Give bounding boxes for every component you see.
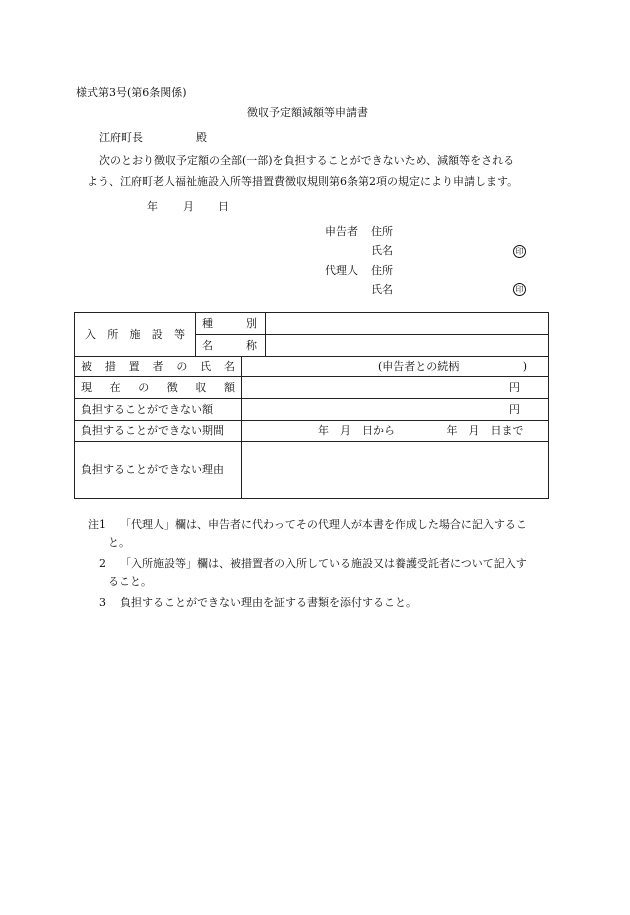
date-month: 月 bbox=[183, 200, 194, 213]
note-3-line-1: 負担することができない理由を証する書類を添付すること。 bbox=[120, 596, 417, 609]
note-2-line-1: 「入所施設等」欄は、被措置者の入所している施設又は養護受託者について記入す bbox=[120, 557, 527, 570]
agent-address-label: 住所 bbox=[371, 264, 393, 277]
facility-label-cell: 入 所 施 設 等 bbox=[75, 313, 196, 357]
cannot-pay-reason-label: 負担することができない理由 bbox=[75, 442, 242, 499]
current-amount-yen: 円 bbox=[509, 380, 520, 394]
agent-role: 代理人 bbox=[325, 264, 358, 277]
facility-type-label: 種 別 bbox=[196, 313, 266, 335]
note-3-number: 3 bbox=[99, 596, 106, 609]
application-table bbox=[74, 312, 549, 499]
addressee: 江府町長 bbox=[99, 131, 143, 144]
applicant-name-label: 氏名 bbox=[371, 244, 393, 257]
agent-seal: 印 bbox=[513, 283, 526, 296]
applicant-address-label: 住所 bbox=[371, 225, 393, 238]
date-year: 年 bbox=[147, 200, 158, 213]
body-line-1: 次のとおり徴収予定額の全部(一部)を負担することができないため、減額等をされる bbox=[99, 154, 515, 167]
date-day: 日 bbox=[218, 200, 229, 213]
note-2-number: 2 bbox=[99, 557, 106, 570]
applicant-role: 申告者 bbox=[325, 225, 358, 238]
form-number: 様式第3号(第6条関係) bbox=[76, 86, 187, 99]
person-name-field[interactable] bbox=[242, 357, 549, 377]
cannot-pay-reason-field[interactable] bbox=[242, 442, 549, 499]
body-line-2: よう、江府町老人福祉施設入所等措置費徴収規則第6条第2項の規定により申請します。 bbox=[87, 175, 519, 188]
facility-type-field[interactable] bbox=[266, 313, 549, 335]
facility-name-label: 名 称 bbox=[196, 335, 266, 357]
note-1-line-1: 「代理人」欄は、申告者に代わってその代理人が本書を作成した場合に記入するこ bbox=[120, 518, 527, 531]
note-1-line-2: と。 bbox=[108, 536, 130, 549]
current-amount-label: 現 在 の 徴 収 額 bbox=[75, 377, 242, 399]
note-2-line-2: ること。 bbox=[108, 575, 152, 588]
current-amount-field[interactable] bbox=[242, 377, 549, 399]
facility-name-field[interactable] bbox=[266, 335, 549, 357]
relation-close: ) bbox=[522, 359, 528, 373]
agent-name-label: 氏名 bbox=[371, 283, 393, 296]
relation-label: (申告者との続柄 bbox=[378, 359, 460, 373]
cannot-pay-period-field[interactable] bbox=[242, 421, 549, 442]
cannot-pay-period-label: 負担することができない期間 bbox=[75, 421, 242, 442]
period-to: 年 月 日まで bbox=[446, 424, 524, 437]
cannot-pay-amount-field[interactable] bbox=[242, 399, 549, 421]
cannot-pay-amount-yen: 円 bbox=[509, 402, 520, 416]
applicant-seal: 印 bbox=[513, 245, 526, 258]
honorific: 殿 bbox=[196, 131, 207, 144]
cannot-pay-amount-label: 負担することができない額 bbox=[75, 399, 242, 421]
person-name-label: 被 措 置 者 の 氏 名 bbox=[75, 357, 242, 377]
note-1-number: 注1 bbox=[88, 518, 106, 531]
period-from: 年 月 日から bbox=[318, 424, 395, 437]
document-title: 徴収予定額減額等申請書 bbox=[247, 106, 368, 119]
